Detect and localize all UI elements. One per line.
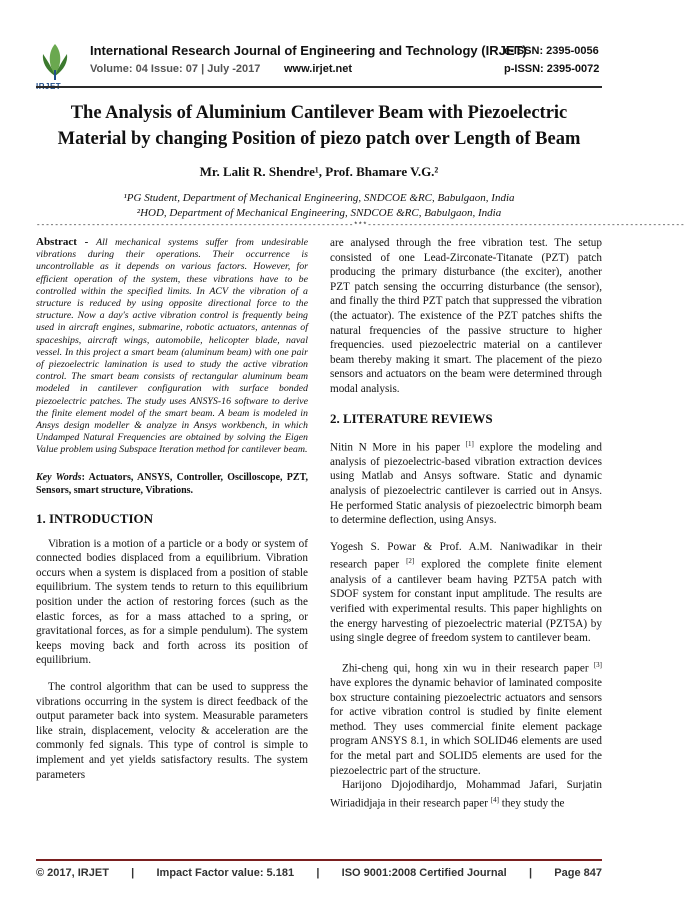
footer-iso: ISO 9001:2008 Certified Journal	[341, 867, 507, 879]
lit-text: explored the complete finite element analysis of a cantilever beam having PZT5A patch with SDOF system for constant input amplitude. The results are verified with experimental results. This paper highlights on the energy harvesting of piezoelectric material (PZT5A) by using single degree of freedom system to cantilever beam.	[330, 559, 602, 645]
journal-header	[0, 0, 638, 92]
lit-paragraph-2	[330, 540, 602, 646]
footer-rule	[36, 859, 602, 861]
page-footer	[36, 867, 602, 879]
paper-title	[36, 100, 602, 152]
affiliation-2: ²HOD, Department of Mechanical Engineering, SNDCOE &RC, Babulgaon, India	[136, 207, 502, 219]
citation-ref: [4]	[490, 795, 499, 804]
lit-text: explore the modeling and analysis of piezoelectric-based vibration extraction devices using Matlab and Ansys software. Static and dynamic analysis of piezoelectric cantilever is carried out in Ansys. He performed Static analysis of piezoelectric bimorph beam to determine deflection, using Ansys.	[330, 441, 602, 527]
lit-text: have explores the dynamic behavior of laminated composite box structure containing piezoelectric actuators and sensors for active vibration control is studied by finite element method. They uses commercial finite element package program ANSYS 8.1, in which SOLID46 elements are used for the metal part and SOLID5 elements are used for the piezoelectric part of the structure.	[330, 677, 602, 777]
volume-issue: Volume: 04 Issue: 07 | July -2017	[90, 63, 261, 75]
footer-copyright: © 2017, IRJET	[36, 867, 109, 879]
journal-website: www.irjet.net	[284, 63, 353, 75]
left-column	[36, 236, 308, 794]
footer-impact-factor: Impact Factor value: 5.181	[156, 867, 295, 879]
title-line-1: The Analysis of Aluminium Cantilever Beam with Piezoelectric	[70, 103, 568, 123]
continuation-paragraph: are analysed through the free vibration test. The setup consisted of one Lead-Zirconate-Titanate (PZT) patch producing the primary disturbance (the exciter), another PZT patch sensing the occurring disturbance (the sensor), and finally the third PZT patch that suppressed the vibration (the actuator). The existence of the PZT patches shifts the natural frequencies of the passive structure to higher frequencies. used piezoelectric material on a cantilever beam thereby making it smart. The placement of the piezo sensors and actuators on the beam were determined through modal analysis.	[330, 237, 602, 395]
lit-text: Harijono Djojodihardjo, Mohammad Jafari, Surjatin Wiriadidjaja in their research paper	[330, 779, 602, 810]
lit-paragraph-4	[330, 778, 602, 811]
keywords-label: Key Words	[36, 471, 82, 483]
journal-title: International Research Journal of Engineering and Technology (IRJET)	[90, 43, 527, 58]
right-column	[330, 236, 602, 823]
lit-paragraph-3	[330, 658, 602, 778]
p-issn: p-ISSN: 2395-0072	[504, 63, 600, 75]
footer-separator: |	[528, 867, 533, 879]
footer-separator: |	[131, 867, 135, 879]
citation-ref: [2]	[406, 557, 415, 566]
lit-text: they study the	[498, 797, 565, 810]
abstract	[36, 236, 308, 457]
e-issn: e-ISSN: 2395-0056	[504, 45, 599, 57]
irjet-logo	[36, 40, 74, 84]
footer-separator: |	[316, 867, 320, 879]
intro-paragraph-2: The control algorithm that can be used to suppress the vibrations occurring in the system is direct feedback of the output parameter back into system. Measurable parameters like strain, displacement, velocity & acceleration are the commonly fed signals. This type of control is simple to implement and yet yields satisfactory results. The system parameters	[36, 681, 308, 781]
section-heading-introduction: 1. INTRODUCTION	[36, 510, 154, 526]
intro-paragraph-1: Vibration is a motion of a particle or a body or system of connected bodies displaced from a equilibrium. Vibration occurs when a system is displaced from a position of stable equilibrium. The system tends to return to this equilibrium position under the action of restoring forces (such as the elastic forces, as for a mass attached to a spring, or gravitational forces, as for a simple pendulum). The system keeps moving back and forth across its position of equilibrium.	[36, 537, 308, 667]
affiliation-1: ¹PG Student, Department of Mechanical Engineering, SNDCOE &RC, Babulgaon, India	[123, 192, 515, 204]
header-rule	[36, 86, 602, 88]
separator-line: ---------------------------------------------------------------------***---------------------------------------------------------------------	[36, 222, 685, 230]
abstract-label: Abstract -	[36, 236, 97, 248]
keywords	[36, 471, 308, 497]
section-heading-literature: 2. LITERATURE REVIEWS	[330, 410, 493, 426]
citation-ref: [1]	[465, 439, 474, 448]
abstract-text: All mechanical systems suffer from undesirable vibrations during their operations. Their occurrence is uncontrollable as it depends on various factors. However, for efficient operation of the system, these vibrations have to be controlled within the specified limits. In ACV the vibration of a structure is reduced by using opposite directional force to the structure. Now a day's active vibration control is frequently being used in aircraft engines, submarine, robotic actuators, antennas of spaceships, aircraft wings, automobile, helicopter blade, naval vessel. In this project a smart beam (aluminum beam) with one pair of piezoelectric lamination is used to study the active vibration control. The smart beam consists of rectangular aluminum beam modeled in cantilever configuration with surface bonded piezoelectric patches. The study uses ANSYS-16 software to derive the finite element model of the smart beam. A beam is modeled in Ansys design modeller & analyze in Ansys workbench, in which Undamped Natural Frequencies are obtained by solving the Eigen Value problem using Subspace Iteration method for cantilever beam.	[36, 237, 308, 456]
lit-text: Zhi-cheng qui, hong xin wu in their research paper	[342, 662, 594, 675]
keywords-text: : Actuators, ANSYS, Controller, Oscilloscope, PZT, Sensors, smart structure, Vibrations.	[36, 471, 308, 496]
lit-text: Nitin N More in his paper	[330, 441, 466, 454]
title-line-2: Material by changing Position of piezo patch over Length of Beam	[57, 129, 581, 149]
lit-text: Yogesh S. Powar & Prof. A.M. Naniwadikar in their research paper	[330, 540, 602, 572]
citation-ref: [3]	[593, 660, 602, 669]
footer-page-number: Page 847	[554, 867, 602, 879]
authors: Mr. Lalit R. Shendre¹, Prof. Bhamare V.G.²	[199, 164, 439, 179]
lit-paragraph-1	[330, 437, 602, 528]
